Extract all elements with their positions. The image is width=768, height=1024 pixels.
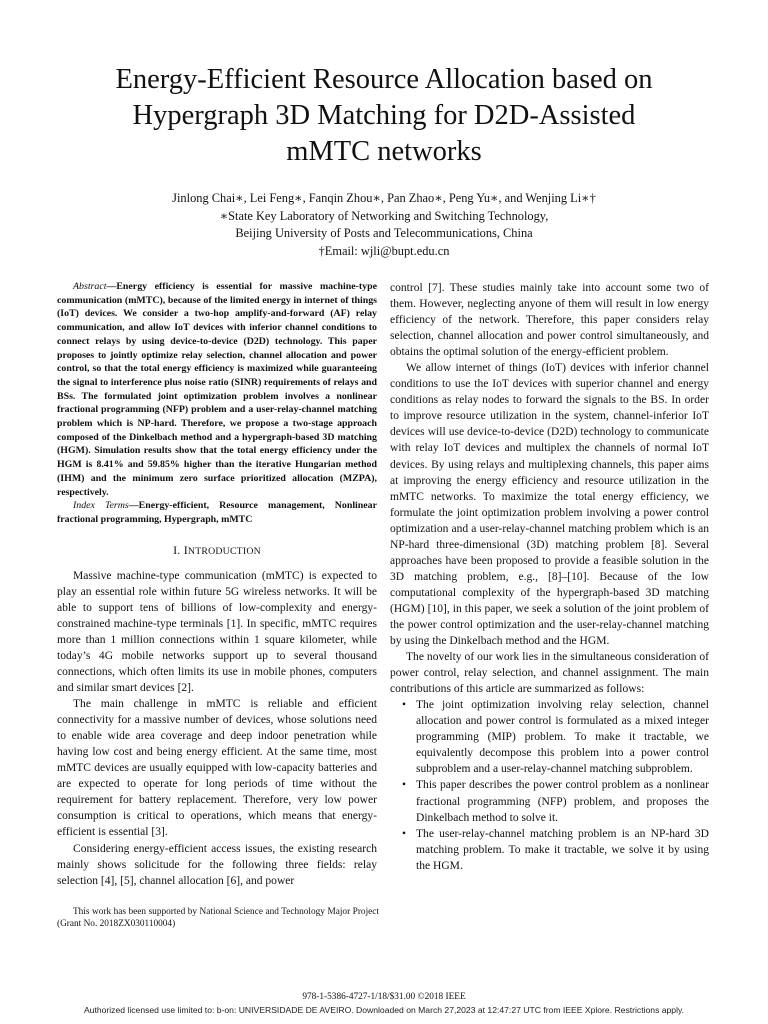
title-line: Energy-Efficient Resource Allocation based on (115, 64, 653, 95)
abstract (57, 280, 377, 499)
section-heading (57, 542, 377, 560)
author-list: Jinlong Chai∗, Lei Feng∗, Fanqin Zhou∗, Pan Zhao∗, Peng Yu∗, and Wenjing Li∗† (172, 191, 596, 205)
index-terms-text: —Energy-efficient, Resource management, Nonlinear fractional programming, Hypergraph, mMTC (57, 500, 378, 525)
section-number: I. (173, 542, 181, 557)
section-first-letter: I (183, 542, 188, 557)
paragraph: The novelty of our work lies in the simultaneous consideration of power control, relay selection, and channel assignment. The main contributions of this article are summarized as follows: (390, 651, 709, 696)
title-line: Hypergraph 3D Matching for D2D-Assisted (132, 100, 636, 131)
left-column (57, 280, 377, 889)
list-item: • The user-relay-channel matching problem is an NP-hard 3D matching problem. To make it tractable, we solve it by using the HGM. (416, 826, 709, 874)
index-terms-label: Index Terms (73, 500, 129, 512)
contribution-list (390, 697, 709, 874)
index-terms (57, 499, 377, 526)
license-notice: Authorized licensed use limited to: b-on: UNIVERSIDADE DE AVEIRO. Downloaded on March 27,2023 at 12:47:27 UTC from IEEE Xplore. Restrictions apply. (83, 1005, 685, 1015)
footnote: This work has been supported by National Science and Technology Major Project (Grant No. 2018ZX030110004) (57, 907, 379, 930)
affiliation: Beijing University of Posts and Telecommunications, China (235, 226, 533, 240)
author-block (40, 190, 728, 260)
abstract-text: —Energy efficiency is essential for massive machine-type communication (mMTC), because of the limited energy in internet of things (IoT) devices. We consider a two-hop amplify-and-forward (AF) relay communication, and allow IoT devices with inferior channel conditions to connect relays by using device-to-device (D2D) technology. This paper proposes to jointly optimize relay selection, channel allocation and power control, so that the total energy efficiency is maximized while guaranteeing the signal to interference plus noise ratio (SINR) requirements of relays and BSs. The formulated joint optimization problem involves a nonlinear fractional programming (NFP) problem and a user-relay-channel matching problem which is NP-hard. Therefore, we propose a two-stage approach composed of the Dinkelbach method and a hypergraph-based 3D matching (HGM). Simulation results show that the total energy efficiency under the HGM is 8.41% and 59.85% higher than the iterative Hungarian method (IHM) and the minimum zero surface prioritized allocation (MZPA), respectively. (57, 281, 377, 498)
paragraph: control [7]. These studies mainly take into account some two of them. However, neglecting anyone of them will result in low energy efficiency of the network. Therefore, this paper considers relay selection, channel allocation and power control simultaneously, and obtains the optimal solution of the energy-efficient problem. (390, 282, 709, 359)
list-item: • The joint optimization involving relay selection, channel allocation and power control is formulated as a mixed integer programming (MIP) problem. To make it tractable, we equivalently decompose this problem into a power control subproblem and a user-relay-channel matching subproblem. (416, 697, 709, 777)
right-column (390, 280, 709, 874)
list-item: • This paper describes the power control problem as a nonlinear fractional programming (NFP) problem, and proposes the Dinkelbach method to solve it. (416, 777, 709, 825)
paragraph: The main challenge in mMTC is reliable and efficient connectivity for a massive number of devices, whose solutions need to enable wide area coverage and deep indoor penetration while having low cost and being energy efficient. At the same time, most mMTC devices are usually equipped with low-capacity batteries and are expected to operate for long periods of time without the requirement for battery replacement. Therefore, very low power consumption is critical to operations, which means that energy-efficient is essential [3]. (57, 698, 377, 839)
isbn-line: 978-1-5386-4727-1/18/$31.00 ©2018 IEEE (302, 992, 466, 1002)
paragraph: Considering energy-efficient access issues, the existing research mainly shows solicitude for the following three fields: relay selection [4], [5], channel allocation [6], and power (57, 842, 377, 887)
abstract-label: Abstract (73, 281, 107, 292)
section-title-rest: NTRODUCTION (187, 545, 261, 557)
title-line: mMTC networks (286, 136, 482, 167)
paper-title (40, 62, 728, 170)
email: †Email: wjli@bupt.edu.cn (318, 243, 450, 258)
affiliation: ∗State Key Laboratory of Networking and Switching Technology, (219, 208, 549, 223)
paragraph: We allow internet of things (IoT) devices with inferior channel conditions to use the IoT devices with superior channel and energy conditions as relay nodes to forward the signals to the BS. In order to improve resource utilization in the system, channel-inferior IoT devices will use device-to-device (D2D) technology to communicate with relay IoT devices and multiplex the channels of normal IoT devices. By using relays and multiplexing channels, this paper aims at improving the energy efficiency and resource utilization in the mMTC networks. To maximize the total energy efficiency, we formulate the joint optimization problem involving a power control optimization and a user-relay-channel matching problem which is an NP-hard three-dimensional (3D) matching problem [8]. Several approaches have been proposed to provide a feasible solution in the 3D matching problem, e.g., [8]–[10]. Because of the low computational complexity of the hypergraph-based 3D matching (HGM) [10], in this paper, we seek a solution of the joint problem of the power control optimization and the user-relay-channel matching by using the Dinkelbach method and the HGM. (390, 362, 709, 648)
paragraph: Massive machine-type communication (mMTC) is expected to play an essential role within future 5G wireless networks. It will be able to support tens of billions of low-complexity and energy-constrained machine-type terminals [1]. In specific, mMTC requires more than 1 million connections within 1 square kilometer, while today’s 4G mobile networks support up to several thousand connections, which often limits its use in mobile phones, computers and similar smart devices [2]. (57, 569, 377, 695)
